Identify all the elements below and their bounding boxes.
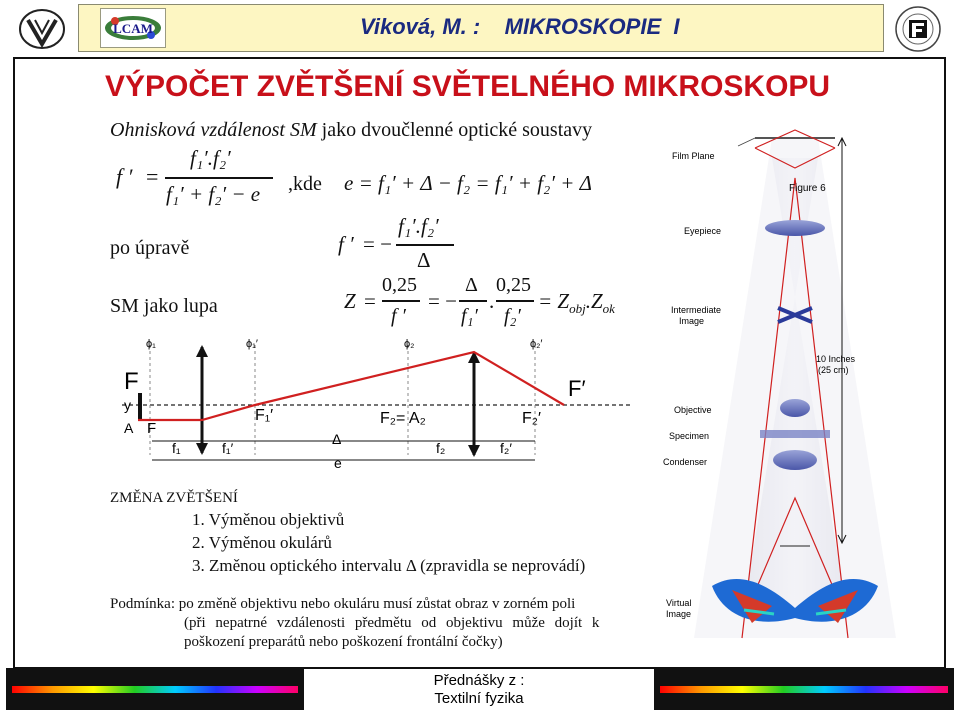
- footer-center: [306, 668, 652, 710]
- faculty-seal-right: [893, 5, 943, 53]
- label-f1: f₁: [172, 440, 181, 456]
- intro-italic: Ohnisková vzdálenost SM: [110, 119, 317, 141]
- formula-ok: ok: [602, 301, 615, 317]
- fig-objective: Objective: [674, 405, 712, 415]
- change-item-1: 1. Výměnou objektivů: [192, 510, 345, 529]
- label-f2: f₂: [436, 440, 446, 456]
- header-title: Viková, M. : MIKROSKOPIE I: [360, 14, 680, 39]
- label-F2p: F₂′: [522, 410, 541, 427]
- label-phi2p: ϕ₂′: [530, 338, 543, 350]
- specimen-slide: [760, 430, 830, 438]
- label-delta: Δ: [332, 431, 342, 447]
- label-f1p: f₁′: [222, 440, 234, 456]
- fig-figure-label: Figure 6: [789, 183, 826, 194]
- fig-cm: (25 cm): [818, 365, 849, 375]
- label-F2A2: F₂= A₂: [380, 410, 426, 427]
- label-e: e: [334, 455, 342, 471]
- fig-eyepiece: Eyepiece: [684, 226, 722, 236]
- label-phi2: ϕ₂: [404, 338, 415, 350]
- formula-delta-denom: Δ: [417, 248, 431, 272]
- university-logo-left: [18, 8, 66, 50]
- formula-025-a: 0,25: [382, 274, 417, 296]
- formula-e: e = f₁′ + Δ − f₂ = f₁′ + f₂′ + Δ: [344, 171, 592, 195]
- fraction-bar-4: [459, 300, 487, 302]
- formula-f-lhs-2: f ′: [338, 232, 354, 256]
- formula-minus-eq-2: = −: [428, 289, 457, 313]
- formula-eq-Z: =: [364, 289, 376, 313]
- fraction-bar-5: [496, 300, 534, 302]
- lcam-text: LCAM: [113, 21, 153, 36]
- footer-rainbow-left: [6, 668, 304, 710]
- formula-eq-1: =: [146, 164, 159, 189]
- formula-numerator-2: f₁′.f₂′: [398, 214, 439, 238]
- ray-diagram: [112, 335, 640, 475]
- formula-delta-num: Δ: [465, 274, 478, 296]
- formula-f-denom: f ′: [391, 305, 406, 327]
- fraction-bar-3: [382, 300, 420, 302]
- fraction-bar-2: [396, 244, 454, 246]
- formula-minus-eq: = −: [363, 232, 392, 256]
- condition-line-3: poškození preparátů nebo poškození frontální čočky): [184, 634, 503, 650]
- outer-cone: [694, 138, 896, 638]
- formula-Z: Z: [344, 289, 356, 313]
- condition-line-1: Podmínka: po změně objektivu nebo okuláru musí zůstat obraz v zorném poli: [110, 596, 576, 612]
- formula-numerator-1: f₁′.f₂′: [190, 146, 231, 170]
- label-F1p: F₁′: [255, 407, 274, 424]
- formula-obj: obj: [569, 301, 586, 317]
- label-f2p: f₂′: [500, 440, 512, 456]
- fig-specimen: Specimen: [669, 431, 710, 441]
- label-y: y: [124, 397, 131, 413]
- formula-Zproduct: [538, 289, 615, 317]
- eyepiece-lens: [765, 220, 825, 236]
- formula-025-b: 0,25: [496, 274, 531, 296]
- fig-image: Image: [679, 316, 705, 326]
- fig-virtual: Virtual: [666, 598, 692, 608]
- intro-rest: jako dvoučlenné optické soustavy: [316, 119, 593, 141]
- sm-lupa: SM jako lupa: [110, 295, 218, 317]
- label-F-big: F: [124, 368, 139, 395]
- formula-dot: .: [489, 289, 495, 313]
- formula-f-lhs: f ′: [116, 164, 133, 189]
- intro-line: [110, 119, 592, 142]
- condenser-lens: [773, 450, 817, 470]
- condition-line-2: (při nepatrné vzdálenosti předmětu od objektivu může dojít k: [184, 615, 600, 631]
- fig-film-plane: Film Plane: [672, 151, 715, 161]
- fig-virtual-image: Image: [666, 609, 692, 619]
- formula-Zobj: = Z: [538, 289, 570, 313]
- label-F-small: F: [147, 420, 157, 437]
- fig-condenser: Condenser: [663, 457, 708, 467]
- objective-lens: [780, 399, 810, 417]
- formula-f1-denom: f₁′: [461, 305, 478, 327]
- label-Fp: F′: [568, 376, 586, 401]
- label-phi1p: ϕ₁′: [246, 338, 258, 350]
- fig-intermediate: Intermediate: [671, 305, 722, 315]
- formula-kde: ,kde: [288, 173, 322, 195]
- film-plane-leader: [738, 138, 755, 146]
- footer-line-1: Přednášky z :: [433, 672, 525, 689]
- microscope-figure: [652, 118, 940, 666]
- formula-dotZ: .Z: [585, 289, 603, 313]
- footer-rainbow-right: [654, 668, 954, 710]
- change-item-2: 2. Výměnou okulárů: [192, 533, 332, 552]
- po-uprave: po úpravě: [110, 237, 190, 259]
- change-heading: ZMĚNA ZVĚTŠENÍ: [110, 490, 238, 506]
- lcam-logo: [100, 8, 166, 48]
- label-A: A: [124, 420, 134, 436]
- fraction-bar-1: [165, 177, 273, 179]
- fig-ten-inches: 10 Inches: [816, 354, 856, 364]
- change-item-3: 3. Změnou optického intervalu Δ (zpravidla se neprovádí): [192, 556, 586, 575]
- formula-denominator-1: f₁′ + f₂′ − e: [166, 182, 261, 206]
- label-phi1: ϕ₁: [146, 338, 156, 350]
- formula-f2-denom: f₂′: [504, 305, 521, 327]
- footer-line-2: Textilní fyzika: [434, 690, 524, 707]
- page-title: VÝPOČET ZVĚTŠENÍ SVĚTELNÉHO MIKROSKOPU: [105, 70, 831, 103]
